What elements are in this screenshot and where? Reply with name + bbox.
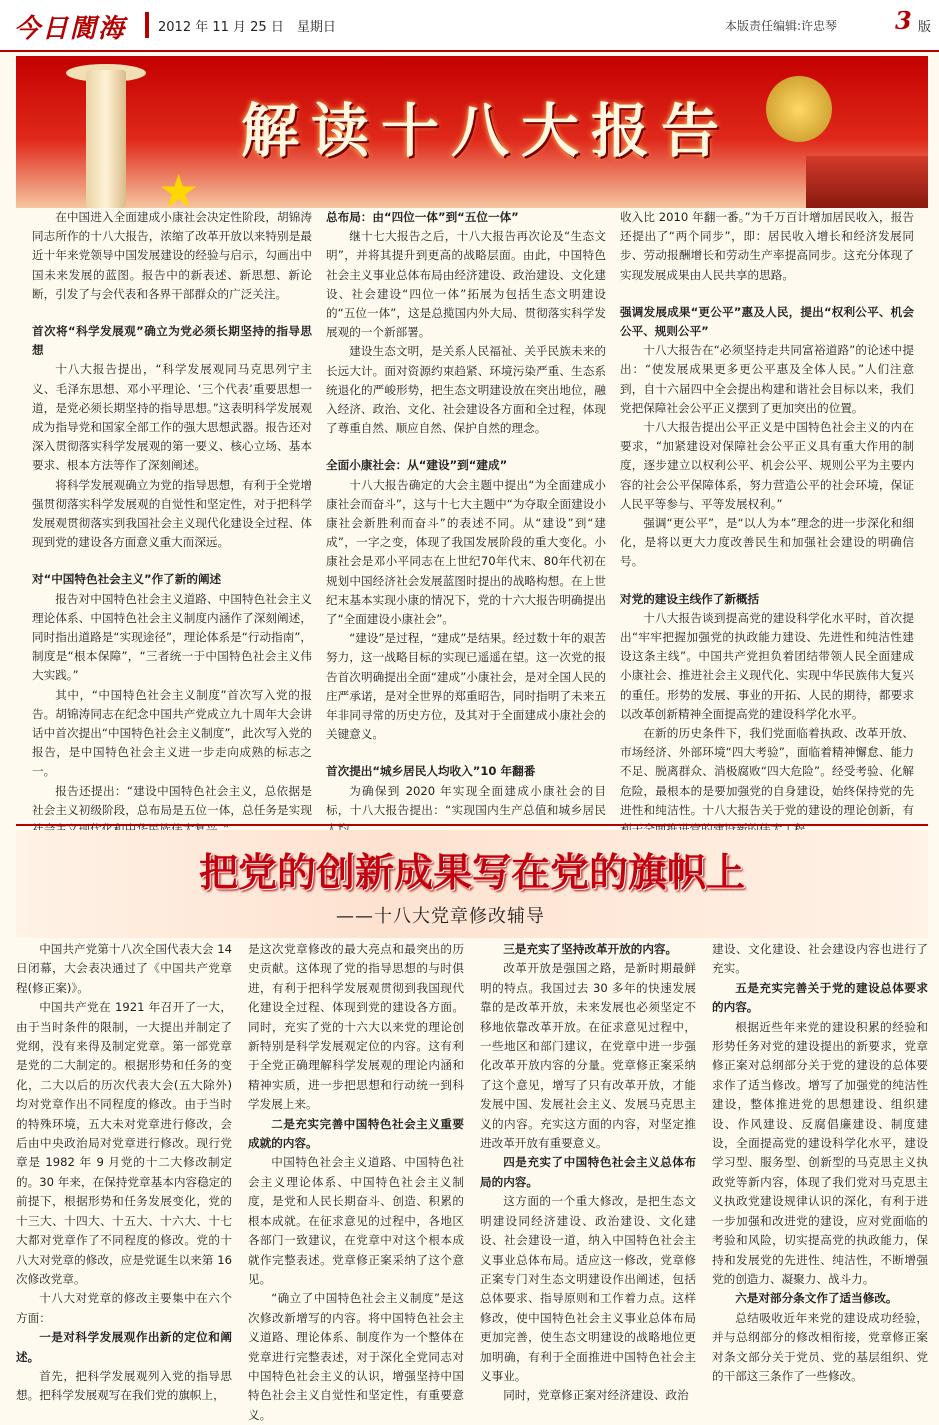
party-constitution-banner [16, 830, 928, 938]
masthead [0, 0, 939, 52]
paragraph: 总结吸收近年来党的建设成功经验，并与总纲部分的修改相衔接，党章修正案对条文部分关于党员、党的基层组织、党的干部这三条作了一些修改。 [712, 1310, 928, 1383]
paragraph: “建设”是过程，“建成”是结果。经过数十年的艰苦努力，这一战略目标的实现已遥遥在望。这一次党的报告首次明确提出全面“建成”小康社会，是对全国人民的庄严承诺，是对全世界的郑重昭告，同时指明了未来五年非同寻常的历史方位，及其对于全面建成小康社会的关键意义。 [326, 631, 606, 742]
banner-subtitle: ——十八大党章修改辅导 [336, 906, 545, 927]
paragraph: 建设生态文明，是关系人民福祉、关乎民族未来的长远大计。面对资源约束趋紧、环境污染严重、生态系统退化的严峻形势，把生态文明建设放在突出地位，融入经济、政治、文化、社会建设各方面和全过程，体现了尊重自然、顺应自然、保护自然的理念。 [326, 344, 606, 436]
banner-title: 解读十八大报告 [240, 97, 731, 165]
paragraph: 十八大对党章的修改主要集中在六个方面： [16, 1291, 232, 1325]
paragraph: 十八大报告确定的大会主题中提出“为全面建成小康社会而奋斗”，这与十七大主题中“为夺取全面建设小康社会新胜利而奋斗”的表述不同。从“建设”到“建成”，一字之变，体现了我国发展阶段的重大变化。小康社会是邓小平同志在上世纪70年代末、80年代初在规划中国经济社会发展蓝图时提出的战略构想。在上世纪末基本实现小康的情况下，党的十六大报告明确提出了“全面建设小康社会”。 [326, 477, 606, 627]
subheading: 对“中国特色社会主义”作了新的阐述 [32, 572, 222, 587]
paragraph: 中国共产党第十八次全国代表大会 14 日闭幕，大会表决通过了《中国共产党章程(修正案)》。 [16, 942, 232, 995]
article-column-1 [16, 940, 232, 1406]
paragraph: 强调“更公平”，是“以人为本”理念的进一步深化和细化，是将以更大力度改善民生和加强社会建设的明确信号。 [620, 516, 914, 569]
banner-title: 把党的创新成果写在党的旗帜上 [198, 850, 745, 896]
paragraph: 十八大报告谈到提高党的建设科学化水平时，首次提出“牢牢把握加强党的执政能力建设、先进性和纯洁性建设这条主线”。中国共产党担负着团结带领人民全面建成小康社会、推进社会主义现代化、实现中华民族伟大复兴的重任。形势的发展、事业的开拓、人民的期待，都要求以改革创新精神全面提高党的建设科学化水平。 [620, 610, 914, 721]
paragraph: 继十七大报告之后，十八大报告再次论及“生态文明”，并将其提升到更高的战略层面。由此，中国特色社会主义事业总体布局由经济建设、政治建设、文化建设、社会建设“四位一体”拓展为包括生态文明建设的“五位一体”，这是总揽国内外大局、贯彻落实科学发展观的一个新部署。 [326, 229, 606, 340]
paragraph: 中国特色社会主义道路、中国特色社会主义理论体系、中国特色社会主义制度，是党和人民长期奋斗、创造、积累的根本成就。在征求意见的过程中，各地区各部门一致建议，在党章中对这个根本成就作完整表述。党章修正案采纳了这个意见。 [248, 1155, 464, 1286]
logo-divider [145, 12, 149, 38]
publication-date: 2012 年 11 月 25 日 星期日 [158, 20, 336, 35]
paragraph: 改革开放是强国之路，是新时期最鲜明的特点。我国过去 30 多年的快速发展靠的是改革开放，未来发展也必须坚定不移地依靠改革开放。在征求意见过程中，一些地区和部门建议，在党章中进一步强化改革开放内容的分量。党章修正案采纳了这个意见，增写了只有改革开放，才能发展中国、发展社会主义、发展马克思主义的内容。充实这方面的内容，对坚定推进改革开放有重要意义。 [480, 961, 696, 1151]
paragraph: 十八大报告在“必须坚持走共同富裕道路”的论述中提出：“使发展成果更多更公平惠及全体人民。”人们注意到，自十六届四中全会提出构建和谐社会目标以来，我们党把保障社会公平正义摆到了更加突出的位置。 [620, 343, 914, 415]
national-emblem-image [766, 76, 832, 142]
article-column-3 [480, 940, 696, 1406]
subheading: 一是对科学发展观作出新的定位和阐述。 [16, 1330, 232, 1364]
paragraph: 同时，党章修正案对经济建设、政治 [503, 1388, 689, 1403]
report-article [16, 208, 928, 824]
paragraph: 是这次党章修改的最大亮点和最突出的历史贡献。这体现了党的指导思想的与时俱进，有利于把科学发展观贯彻到我国现代化建设全过程、体现到党的建设各方面。同时，充实了党的十六大以来党的理论创新特别是科学发展观定位的内容。这有利于全党正确理解科学发展观的理论内涵和精神实质，进一步把思想和行动统一到科学发展上来。 [248, 942, 464, 1112]
paragraph: 建设、文化建设、社会建设内容也进行了充实。 [712, 942, 928, 976]
article-column-2 [248, 940, 464, 1425]
party-constitution-article [16, 940, 928, 1420]
page-number: 3 [895, 6, 912, 35]
article-column-4 [712, 940, 928, 1386]
paragraph: 在新的历史条件下，我们党面临着执政、改革开放、市场经济、外部环境“四大考验”，面临着精神懈怠、能力不足、脱离群众、消极腐败“四大危险”。经受考验、化解危险，最根本的是要加强党的自身建设，始终保持党的先进性和纯洁性。十八大报告关于党的建设的理论创新，有 [620, 726, 914, 817]
page-number-suffix: 版 [918, 20, 932, 35]
paragraph: 十八大报告提出公平正义是中国特色社会主义的内在要求，“加紧建设对保障社会公平正义具有重大作用的制度，逐步建立以权利公平、机会公平、规则公平为主要内容的社会公平保障体系，努力营造公平的社会环境，保证人民平等参与、平等发展权利。” [620, 420, 914, 511]
paragraph: 中国共产党在 1921 年召开了一大，由于当时条件的限制，一大提出并制定了党纲，没有来得及制定党章。第一部党章是党的二大制定的。根据形势和任务的变化，二大以后的历次代表大会(五大除外)均对党章作出不同程度的修改。由于当时的特殊环境，五大未对党章进行修改，会后由中央政治局对党章进行修改。现行党章是 1982 年 9 月党的十二大修改制定的。30 年来，在保持党章基本内容稳定的前提下，根据形势和任务发展变化，党的十三大、十四大、十五大、十六大、十七大都对党章作了不同程度的修改。党的十八大对党章的修改，应是党诞生以来第 16 次修改党章。 [16, 1000, 232, 1286]
paragraph: 十八大报告提出，“科学发展观同马克思列宁主义、毛泽东思想、邓小平理论、‘三个代表’重要思想一道，是党必须长期坚持的指导思想。”这表明科学发展观成为指导党和国家全部工作的强大思想武器。报告还对深入贯彻落实科学发展观的第一要义、核心立场、基本要求、根本方法等作了深刻阐述。 [32, 362, 312, 473]
paragraph: 将科学发展观确立为党的指导思想，有利于全党增强贯彻落实科学发展观的自觉性和坚定性，对于把科学发展观贯彻落实到我国社会主义现代化建设全过程、体现到党的建设各方面意义重大而深远。 [32, 477, 312, 550]
subheading: 首次将“科学发展观”确立为党必须长期坚持的指导思想 [32, 324, 312, 358]
paragraph: 报告对中国特色社会主义道路、中国特色社会主义理论体系、中国特色社会主义制度内涵作了深刻阐述，同时指出道路是“实现途径”，理论体系是“行动指南”，制度是“根本保障”，“三者统一于中国特色社会主义伟大实践。” [32, 591, 312, 683]
paragraph: 收入比 2010 年翻一番。”为千万百计增加居民收入，报告还提出了“两个同步”，即：居民收入增长和经济发展同步、劳动报酬增长和劳动生产率提高同步。这充分体现了实现发展成果由人民共享的思路。 [620, 210, 914, 282]
subheading: 五是充实完善关于党的建设总体要求的内容。 [712, 980, 928, 1015]
tiananmen-image [806, 156, 928, 208]
section-divider [16, 824, 928, 826]
paragraph: 报告还提出：“建设中国特色社会主义，总依据是社会主义初级阶段，总布局是五位一体，总任务是实现 [32, 783, 312, 817]
subheading: 四是充实了中国特色社会主义总体布局的内容。 [480, 1155, 696, 1189]
article-column-3 [620, 208, 914, 839]
star-icon: ★ [158, 164, 200, 208]
subheading: 全面小康社会：从“建设”到“建成” [326, 458, 508, 473]
article-column-2 [326, 208, 606, 839]
newspaper-logo: 今日閬海 [14, 14, 127, 44]
article-column-1 [32, 208, 312, 839]
paragraph: 在中国进入全面建成小康社会决定性阶段，胡锦涛同志所作的十八大报告，浓缩了改革开放以来特别是最近十年来党领导中国发展建设的经验与启示，勾画出中国未来发展的蓝图。报告中的新表述、新思想、新论断，引发了与会代表和各界干部群众的广泛关注。 [32, 210, 312, 301]
subheading: 二是充实完善中国特色社会主义重要成就的内容。 [248, 1116, 464, 1151]
subheading: 总布局：由“四位一体”到“五位一体” [326, 210, 519, 224]
subheading: 三是充实了坚持改革开放的内容。 [503, 942, 678, 956]
subheading: 首次提出“城乡居民人均收入”10 年翻番 [326, 764, 536, 779]
subheading: 六是对部分条文作了适当修改。 [735, 1291, 898, 1306]
page-editor: 本版责任编辑:许忠琴 [725, 19, 838, 33]
paragraph: 根据近些年来党的建设积累的经验和形势任务对党的建设提出的新要求，党章修正案对总纲部分关于党的建设的总体要求作了适当修改。增写了加强党的纯洁性建设，整体推进党的思想建设、组织建设、作风建设、反腐倡廉建设、制度建设，全面提高党的建设科学化水平，建设学习型、服务型、创新型的马克思主义执政党等新内容，体现了我们党对马克思主义执政党建设规律认识的深化，有利于进一步加强和改进党的建设，应对党面临的考验和风险，切实提高党的执政能力，保持和发展党的先进性、纯洁性，不断增强党的创造力、凝聚力、战斗力。 [712, 1019, 928, 1286]
paragraph: 其中，“中国特色社会主义制度”首次写入党的报告。胡锦涛同志在纪念中国共产党成立九十周年大会讲话中首次提出“中国特色社会主义制度”，此次写入党的报告，是中国特色社会主义进一步走向成熟的标志之一。 [32, 687, 312, 779]
subheading: 强调发展成果“更公平”惠及人民，提出“权利公平、机会公平、规则公平” [620, 304, 914, 339]
paragraph: “确立了中国特色社会主义制度”是这次修改新增写的内容。将中国特色社会主义道路、理论体系、制度作为一个整体在党章进行完整表述，对于深化全党同志对中国特色社会主义的认识，增强坚持中国特色社会主义自觉性和坚定性，有重要意义。 [248, 1291, 464, 1422]
huabiao-pillar-image [86, 70, 126, 208]
paragraph: 这方面的一个重大修改，是把生态文明建设同经济建设、政治建设、文化建设、社会建设一道，纳入中国特色社会主义事业总体布局。适应这一修改，党章修正案专门对生态文明建设作出阐述，包括总体要求、指导原则和工作着力点。这样修改，使中国特色社会主义事业总体布局更加完善，使生态文明建设的战略地位更加明确，有利于全面推进中国特色社会主义事业。 [480, 1194, 696, 1383]
subheading: 对党的建设主线作了新概括 [620, 591, 760, 606]
paragraph: 首先，把科学发展观列入党的指导思想。把科学发展观写在我们党的旗帜上， [16, 1368, 232, 1403]
report-banner [16, 56, 928, 208]
paragraph: 为确保到 2020 年实现全面建成小康社会的目标，十八大报告提出：“实现国内生产总值和城乡居民 [326, 783, 606, 817]
